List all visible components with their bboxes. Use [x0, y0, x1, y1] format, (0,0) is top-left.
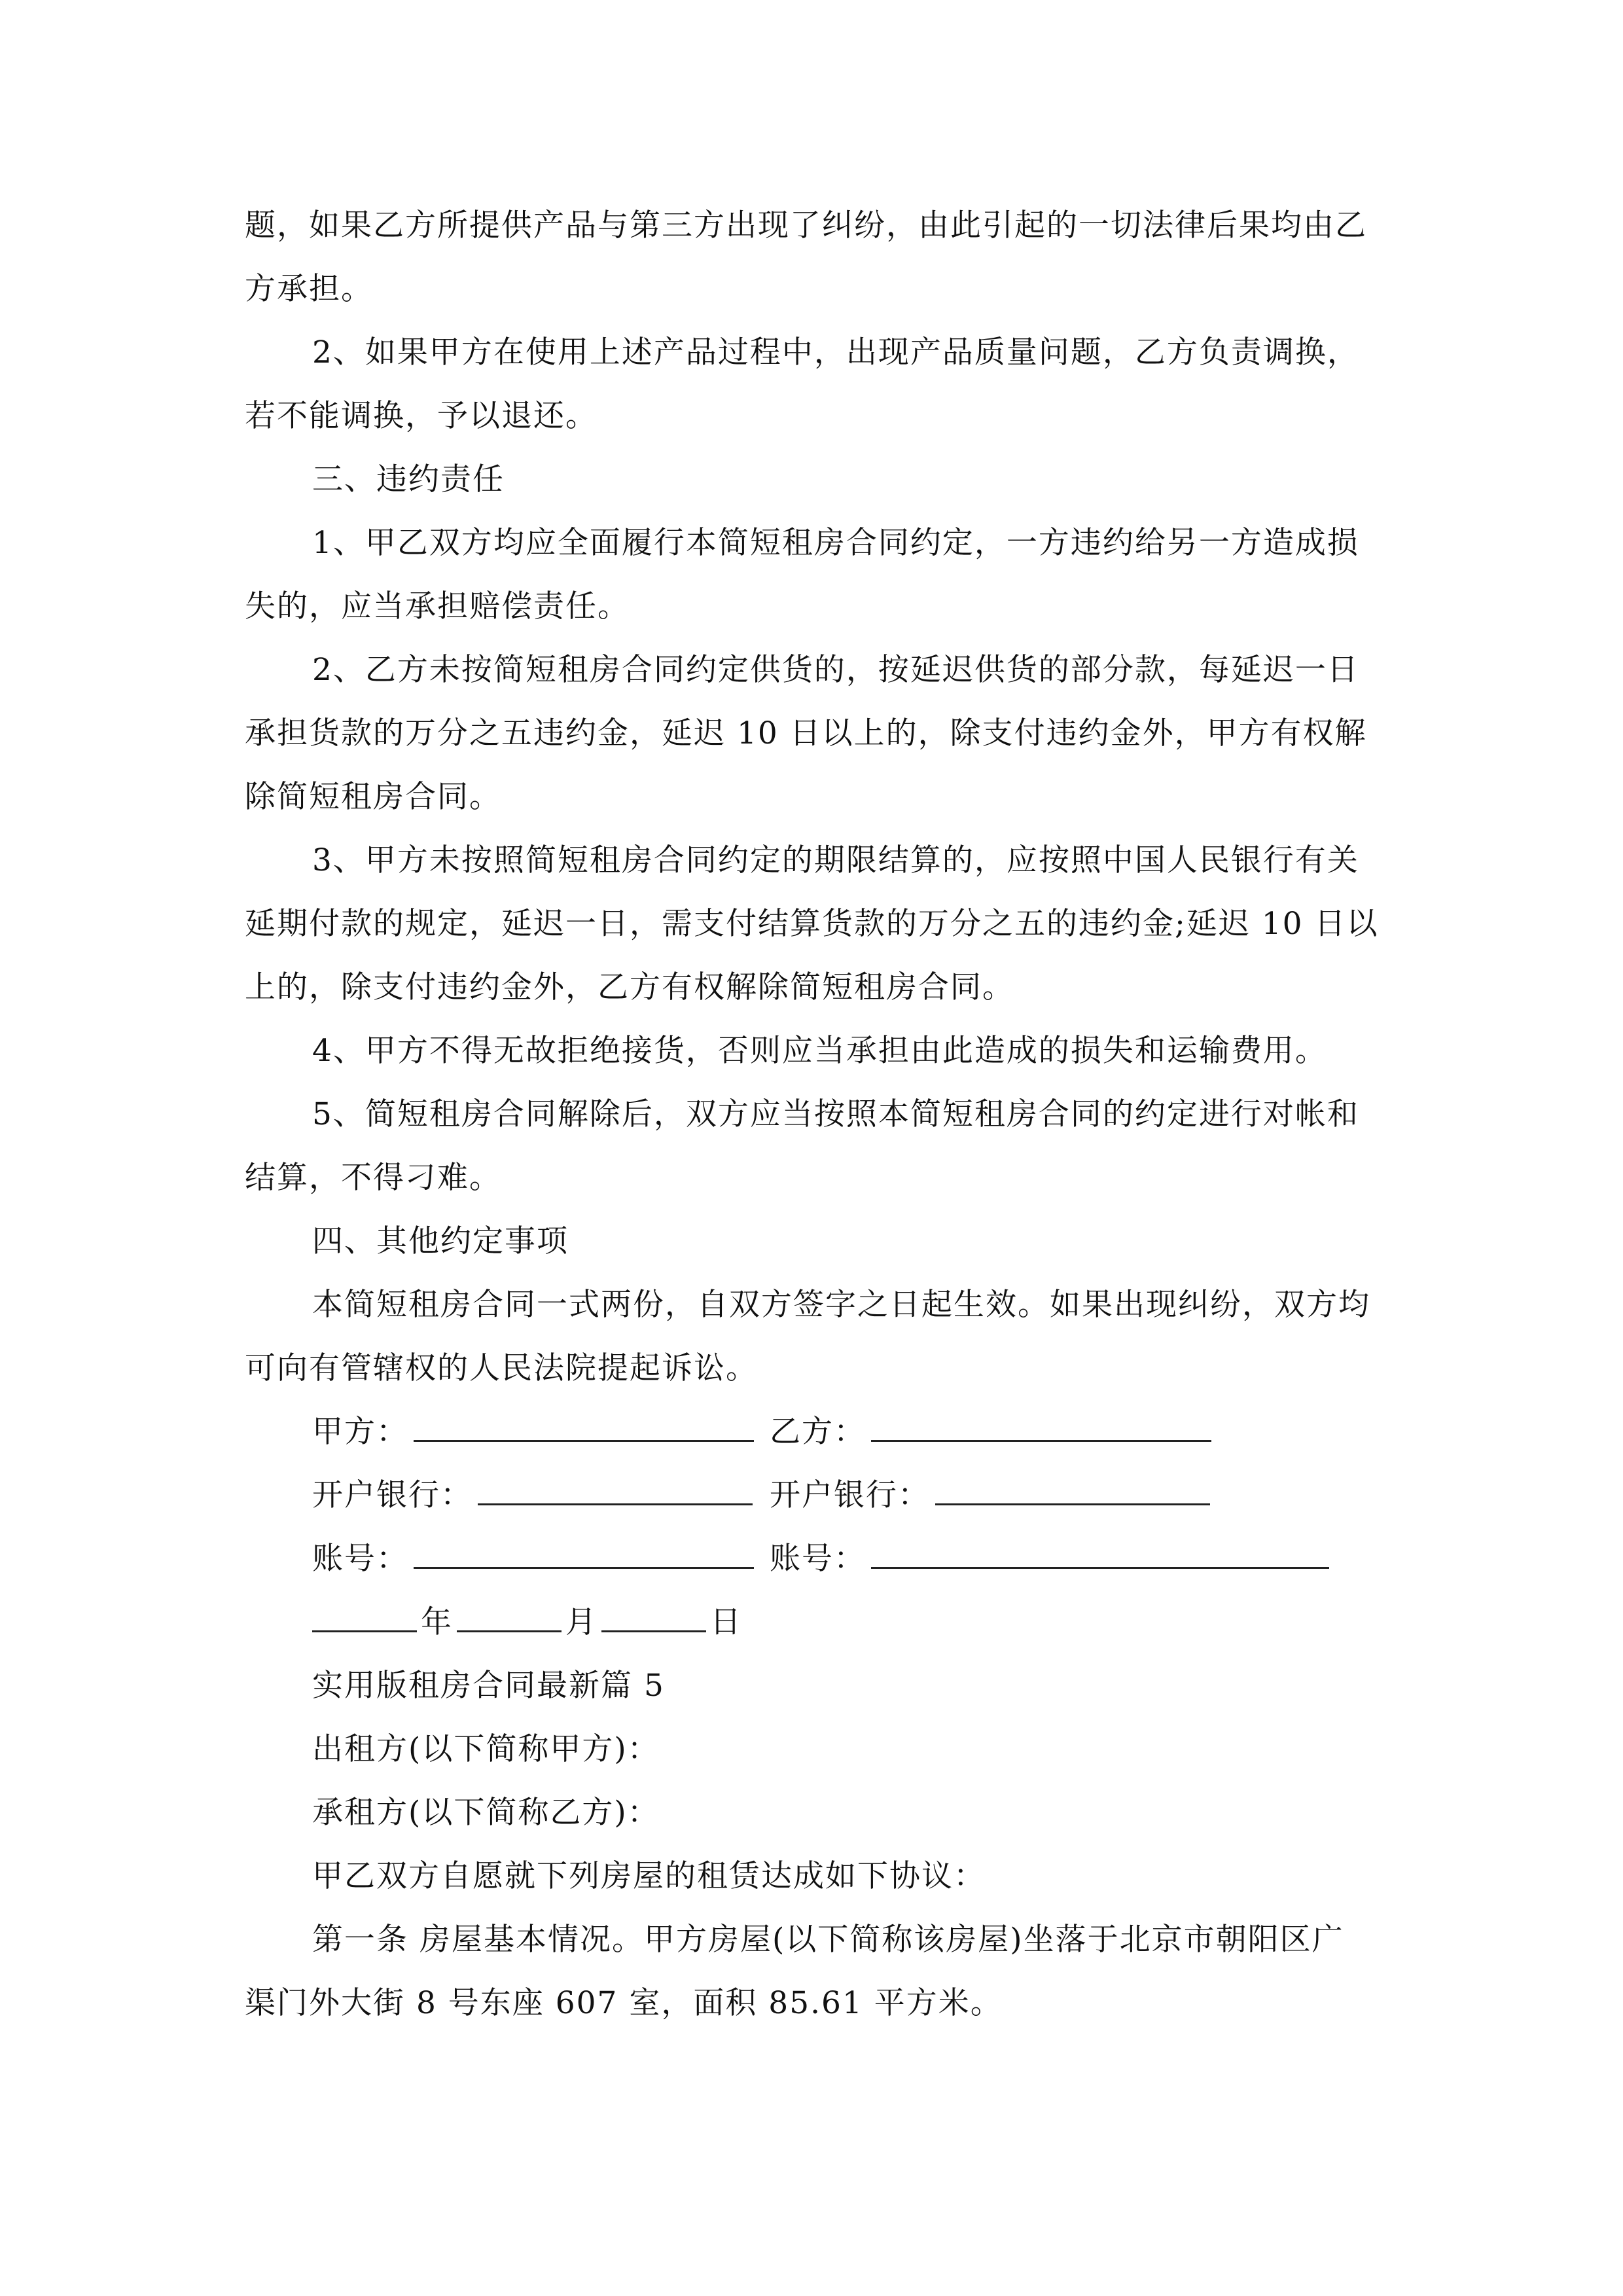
document-body	[245, 194, 1380, 2035]
account-b-field[interactable]	[871, 1566, 1329, 1569]
paragraph-line-p4-2: 除简短租房合同。	[245, 779, 501, 815]
account-row	[245, 1527, 1380, 1590]
paragraph-line-p3-0: 1、甲乙双方均应全面履行本简短租房合同约定，一方违约给另一方造成损	[312, 525, 1359, 561]
paragraph-line-p8-1: 可向有管辖权的人民法院提起诉讼。	[245, 1350, 758, 1386]
account-b-label: 账号：	[770, 1541, 866, 1577]
year-field[interactable]	[312, 1630, 417, 1632]
paragraph-line-art1-0: 第一条 房屋基本情况。甲方房屋(以下简称该房屋)坐落于北京市朝阳区广	[312, 1922, 1344, 1958]
paragraph-line-h4-0: 四、其他约定事项	[312, 1223, 569, 1259]
paragraph-line-p5-1: 延期付款的规定，延迟一日，需支付结算货款的万分之五的违约金;延迟 10 日以	[245, 906, 1379, 942]
paragraph-line-p3-1: 失的，应当承担赔偿责任。	[245, 588, 630, 624]
year-label: 年	[421, 1604, 453, 1640]
date-row	[245, 1590, 1380, 1654]
month-label: 月	[565, 1604, 597, 1640]
day-field[interactable]	[601, 1630, 706, 1632]
account-a-field[interactable]	[414, 1566, 754, 1569]
bank-b-field[interactable]	[935, 1503, 1210, 1505]
party-a-label: 甲方：	[312, 1414, 408, 1450]
paragraph-line-p7-1: 结算，不得刁难。	[245, 1160, 501, 1196]
paragraph-line-h3-0: 三、违约责任	[312, 461, 505, 497]
paragraph-line-lessor-0: 出租方(以下简称甲方)：	[312, 1731, 660, 1767]
party-b-label: 乙方：	[770, 1414, 866, 1450]
paragraph-line-p6-0: 4、甲方不得无故拒绝接货，否则应当承担由此造成的损失和运输费用。	[312, 1033, 1327, 1069]
party-a-field[interactable]	[414, 1439, 754, 1442]
paragraph-line-p2-1: 若不能调换，予以退还。	[245, 398, 597, 434]
bank-b-label: 开户银行：	[770, 1477, 930, 1513]
paragraph-line-p4-0: 2、乙方未按简短租房合同约定供货的，按延迟供货的部分款，每延迟一日	[312, 652, 1359, 688]
paragraph-line-agree-0: 甲乙双方自愿就下列房屋的租赁达成如下协议：	[312, 1858, 986, 1894]
paragraph-line-art1-1: 渠门外大街 8 号东座 607 室，面积 85.61 平方米。	[245, 1985, 1003, 2021]
paragraph-line-p5-0: 3、甲方未按照简短租房合同约定的期限结算的，应按照中国人民银行有关	[312, 842, 1359, 878]
bank-row	[245, 1463, 1380, 1527]
signature-block	[245, 1400, 1380, 1654]
contract-clauses	[245, 194, 1380, 1400]
party-b-field[interactable]	[871, 1439, 1211, 1442]
paragraph-line-p8-0: 本简短租房合同一式两份，自双方签字之日起生效。如果出现纠纷，双方均	[312, 1287, 1370, 1323]
paragraph-line-p1-1: 方承担。	[245, 271, 373, 307]
paragraph-line-t5-0: 实用版租房合同最新篇 5	[312, 1668, 665, 1704]
bank-a-field[interactable]	[478, 1503, 753, 1505]
paragraph-line-p1-0: 题，如果乙方所提供产品与第三方出现了纠纷，由此引起的一切法律后果均由乙	[245, 207, 1367, 243]
day-label: 日	[710, 1604, 742, 1640]
month-field[interactable]	[457, 1630, 562, 1632]
lease-contract-section	[245, 1654, 1380, 2035]
paragraph-line-p4-1: 承担货款的万分之五违约金，延迟 10 日以上的，除支付违约金外，甲方有权解	[245, 715, 1367, 751]
paragraph-line-p2-0: 2、如果甲方在使用上述产品过程中，出现产品质量问题，乙方负责调换，	[312, 334, 1359, 370]
paragraph-line-lessee-0: 承租方(以下简称乙方)：	[312, 1795, 660, 1831]
party-row	[245, 1400, 1380, 1463]
bank-a-label: 开户银行：	[312, 1477, 473, 1513]
account-a-label: 账号：	[312, 1541, 408, 1577]
paragraph-line-p5-2: 上的，除支付违约金外，乙方有权解除简短租房合同。	[245, 969, 1014, 1005]
paragraph-line-p7-0: 5、简短租房合同解除后，双方应当按照本简短租房合同的约定进行对帐和	[312, 1096, 1359, 1132]
